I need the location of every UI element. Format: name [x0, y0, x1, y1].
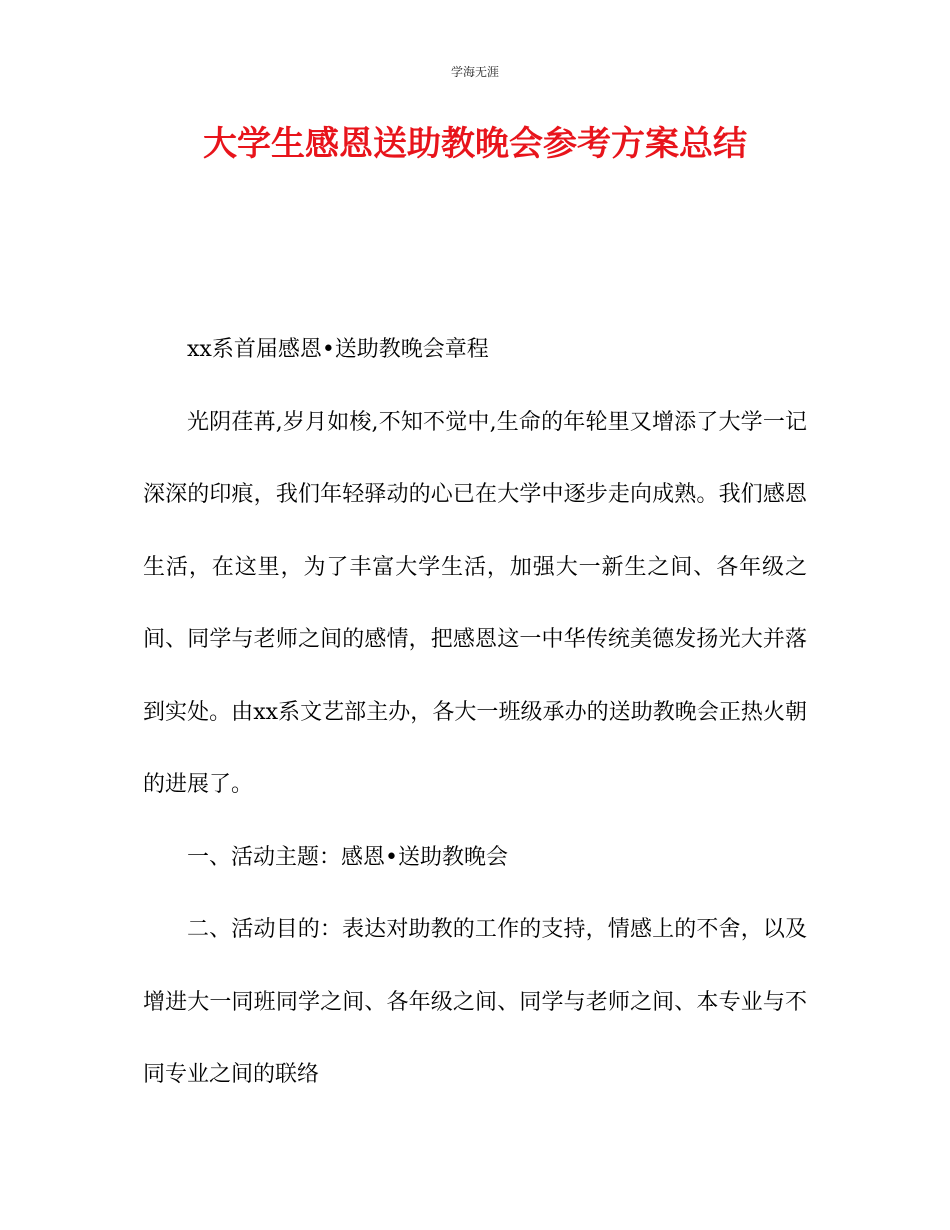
paragraph-intro: 光阴荏苒,岁月如梭,不知不觉中,生命的年轮里又增添了大学一记深深的印痕，我们年轻驿动的心已在大学中逐步走向成熟。我们感恩生活，在这里，为了丰富大学生活，加强大一新生之间、各年级之间、同学与老师之间的感情，把感恩这一中华传统美德发扬光大并落到实处。由xx系文艺部主办，各大一班级承办的送助教晚会正热火朝的进展了。 [143, 409, 807, 797]
document-body [143, 314, 807, 1112]
paragraph-activity-purpose: 二、活动目的：表达对助教的工作的支持，情感上的不舍，以及增进大一同班同学之间、各年级之间、同学与老师之间、本专业与不同专业之间的联络 [143, 917, 807, 1087]
document-title: 大学生感恩送助教晚会参考方案总结 [203, 124, 747, 164]
paragraph-activity-theme: 一、活动主题：感恩•送助教晚会 [187, 844, 508, 870]
page-header: 学海无涯 [450, 65, 499, 79]
paragraph-charter-heading: xx系首届感恩•送助教晚会章程 [187, 337, 489, 362]
